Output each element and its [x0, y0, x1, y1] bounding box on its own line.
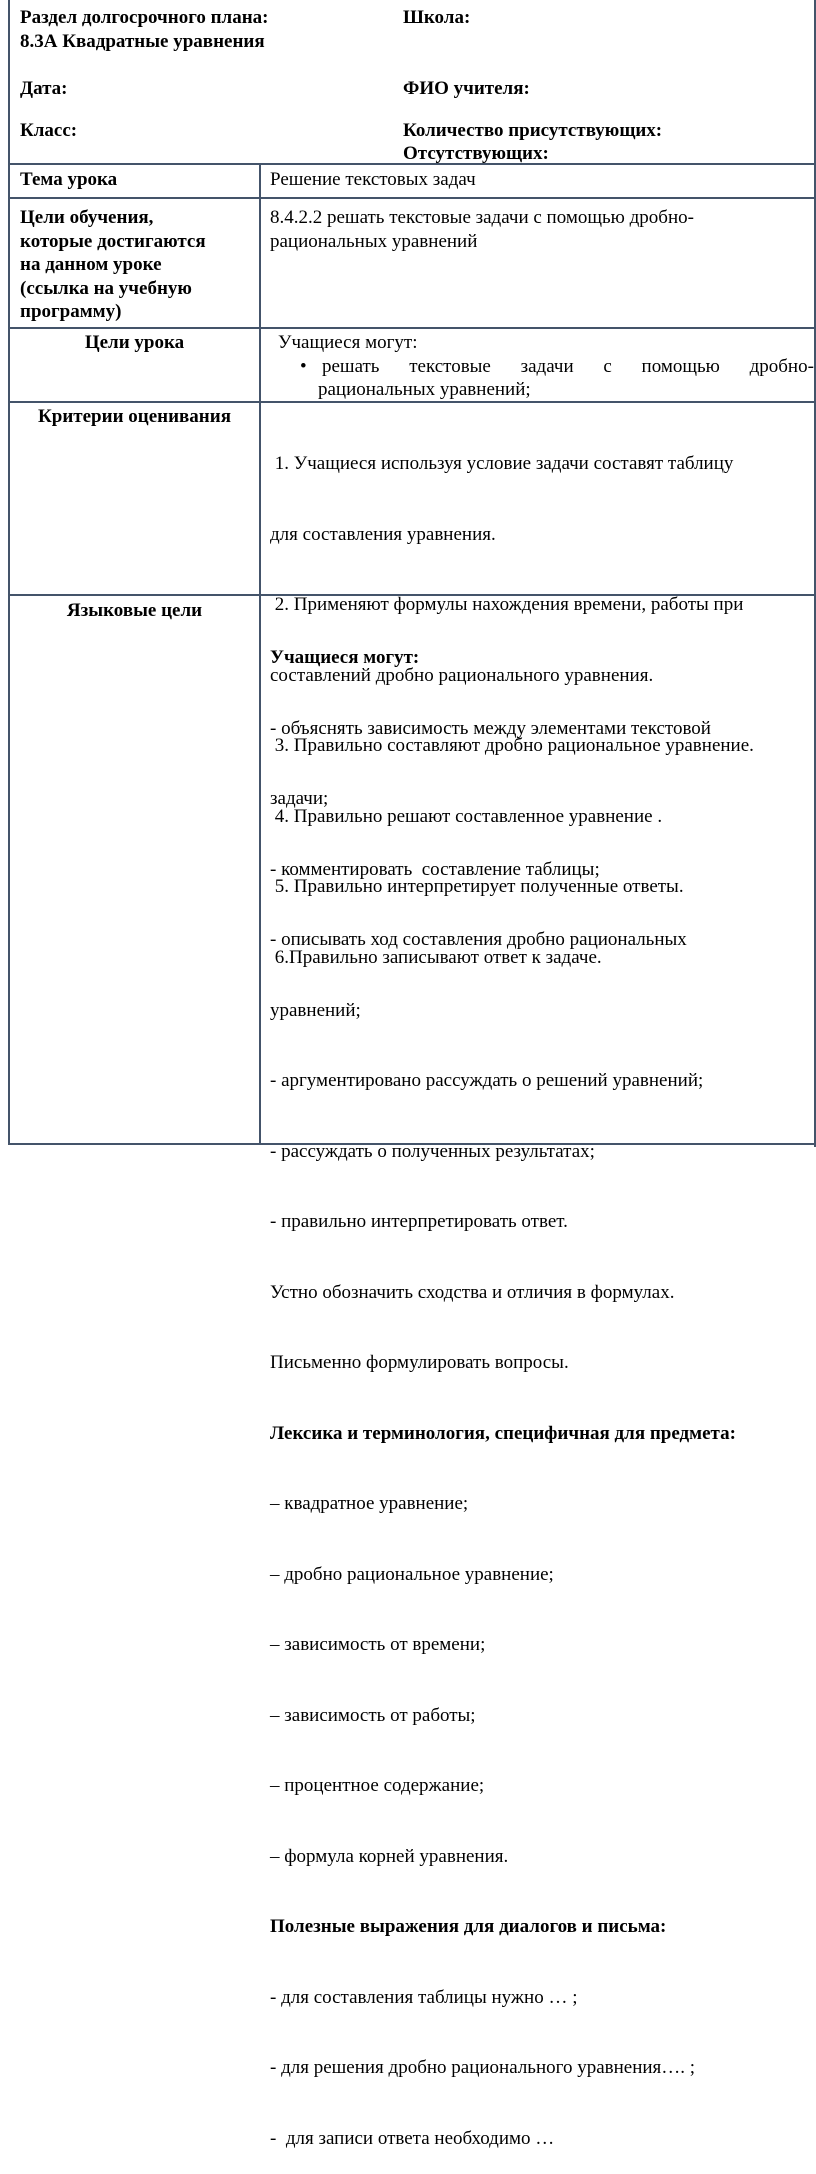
lesson-goal-bullet-line: [322, 355, 814, 379]
bullet-word: дробно-: [749, 356, 814, 377]
term-item: – квадратное уравнение;: [270, 1493, 469, 1514]
bullet-icon: •: [300, 356, 307, 377]
absent-label: Отсутствующих:: [403, 143, 549, 164]
label-line: на данном уроке: [20, 254, 162, 275]
label-line: Цели обучения,: [20, 207, 154, 228]
lesson-goals-label: Цели урока: [84, 332, 185, 353]
teacher-label: ФИО учителя:: [403, 78, 530, 99]
language-line: - аргументировано рассуждать о решений уравнений;: [270, 1070, 704, 1091]
bullet-word: текстовые: [409, 356, 491, 377]
criteria-line: составлений дробно рационального уравнения.: [270, 664, 654, 686]
language-line: Устно обозначить сходства и отличия в формулах.: [270, 1281, 675, 1303]
criteria-line: 5. Правильно интерпретирует полученные ответы.: [270, 876, 684, 897]
language-line: - объяснять зависимость между элементами текстовой: [270, 717, 711, 739]
language-goals-content: [270, 599, 736, 2174]
criteria-line: 1. Учащиеся используя условие задачи составят таблицу: [270, 453, 734, 474]
criteria-line: 4. Правильно решают составленное уравнение .: [270, 805, 663, 827]
bullet-word: задачи: [520, 356, 574, 377]
criteria-line: для составления уравнения.: [270, 523, 496, 545]
school-label: Школа:: [403, 7, 471, 28]
criteria-line: 3. Правильно составляют дробно рациональное уравнение.: [270, 735, 754, 756]
learning-goals-label: [20, 206, 206, 324]
topic-value: Решение текстовых задач: [270, 169, 476, 190]
label-line: которые достигаются: [20, 230, 206, 252]
date-label: Дата:: [20, 78, 68, 99]
class-label: Класс:: [20, 120, 78, 141]
row-divider: [8, 197, 816, 199]
criteria-label: Критерии оценивания: [38, 406, 231, 427]
lesson-goals-intro: Учащиеся могут:: [278, 332, 418, 353]
term-item: – зависимость от времени;: [270, 1634, 486, 1655]
term-item: – зависимость от работы;: [270, 1704, 476, 1726]
present-label: Количество присутствующих:: [403, 120, 663, 141]
terms-heading: Лексика и терминология, специфичная для предмета:: [270, 1422, 736, 1444]
language-line: - комментировать составление таблицы;: [270, 858, 600, 880]
value-line: рациональных уравнений: [270, 230, 478, 252]
phrase-item: - для записи ответа необходимо …: [270, 2127, 555, 2149]
language-line: уравнений;: [270, 999, 361, 1021]
column-divider: [259, 163, 261, 1145]
bullet-word: с: [603, 356, 612, 377]
bullet-word: решать: [322, 356, 380, 377]
label-line: (ссылка на учебную: [20, 277, 192, 299]
criteria-line: 2. Применяют формулы нахождения времени, работы при: [270, 594, 744, 615]
label-line: программу): [20, 301, 122, 322]
learning-goals-value: [270, 206, 694, 253]
language-line: - правильно интерпретировать ответ.: [270, 1211, 568, 1232]
lesson-goal-bullet-line2: рациональных уравнений;: [318, 379, 531, 400]
language-line: задачи;: [270, 788, 329, 809]
language-line: - описывать ход составления дробно рациональных: [270, 929, 687, 950]
phrases-heading: Полезные выражения для диалогов и письма:: [270, 1916, 667, 1937]
term-item: – дробно рациональное уравнение;: [270, 1563, 554, 1585]
term-item: – процентное содержание;: [270, 1775, 485, 1796]
language-line: Письменно формулировать вопросы.: [270, 1352, 569, 1373]
phrase-item: - для решения дробно рационального уравнения…. ;: [270, 2057, 696, 2078]
topic-label: Тема урока: [20, 169, 118, 190]
bullet-word: помощью: [641, 356, 720, 377]
phrase-item: - для составления таблицы нужно … ;: [270, 1986, 578, 2008]
language-line: - рассуждать о полученных результатах;: [270, 1140, 595, 1162]
section-label: Раздел долгосрочного плана:: [20, 7, 269, 28]
value-line: 8.4.2.2 решать текстовые задачи с помощью дробно-: [270, 207, 694, 228]
can-heading: Учащиеся могут:: [270, 647, 420, 668]
section-value: 8.3А Квадратные уравнения: [20, 31, 265, 52]
row-divider: [8, 327, 816, 329]
criteria-line: 6.Правильно записывают ответ к задаче.: [270, 946, 602, 968]
term-item: – формула корней уравнения.: [270, 1845, 509, 1867]
language-goals-label: Языковые цели: [66, 600, 203, 621]
